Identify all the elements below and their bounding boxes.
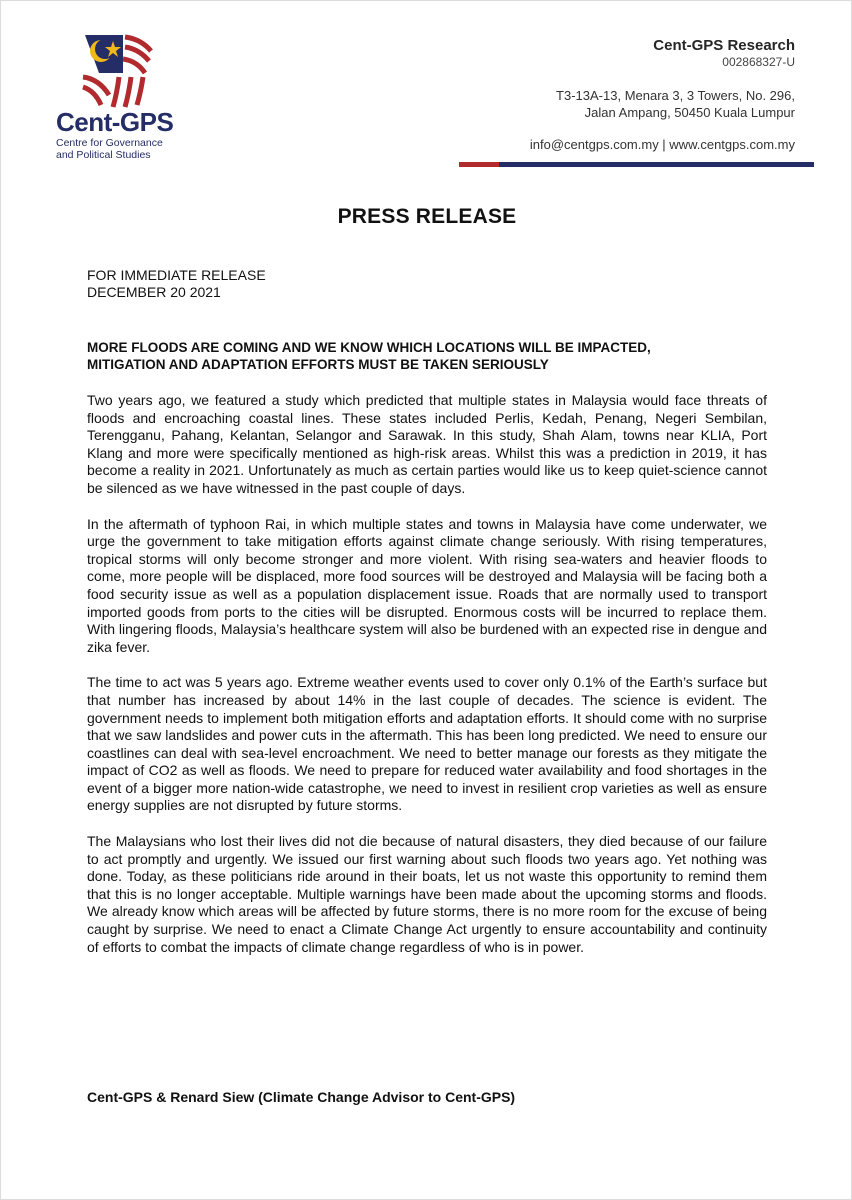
paragraph-3: The time to act was 5 years ago. Extreme weather events used to cover only 0.1% of the Earth’s surface but that number has increased by about 14% in the last couple of decades. The science is evident. The government needs to implement both mitigation efforts and adaptation efforts. It should come with no surprise that we saw landslides and power cuts in the aftermath. This has been long predicted. We need to ensure our coastlines can deal with sea-level encroachment. We need to better manage our forests as they mitigate the impact of CO2 as well as floods. We need to prepare for reduced water availability and food shortages in the event of a bigger more nation-wide catastrophe, we need to invest in resilient crop varieties as well as ensure energy supplies are not disrupted by future storms. <box>87 674 767 814</box>
logo-wordmark: Cent-GPS <box>56 107 174 137</box>
headline <box>87 339 771 373</box>
body-text <box>87 392 767 974</box>
header-rule-navy <box>499 162 814 167</box>
logo-emblem-icon <box>79 33 159 111</box>
logo-tagline <box>56 137 186 161</box>
org-registration: 002868327-U <box>722 55 795 69</box>
release-date: DECEMBER 20 2021 <box>87 284 221 300</box>
paragraph-2: In the aftermath of typhoon Rai, in which multiple states and towns in Malaysia have come underwater, we urge the government to take mitigation efforts against climate change seriously. With rising temperatures, tropical storms will only become stronger and more violent. With rising sea-waters and heavier floods to come, more people will be displaced, more food sources will be destroyed and Malaysia will be facing both a food security issue as well as a population displacement issue. Roads that are normally used to transport imported goods from ports to the cities will be disrupted. Enormous costs will be incurred to replace them. With lingering floods, Malaysia’s healthcare system will also be burdened with an expected rise in dengue and zika fever. <box>87 515 767 655</box>
org-header <box>653 37 795 69</box>
org-address <box>556 87 795 121</box>
org-address-line-2: Jalan Ampang, 50450 Kuala Lumpur <box>584 105 795 120</box>
signoff: Cent-GPS & Renard Siew (Climate Change Advisor to Cent-GPS) <box>87 1089 516 1105</box>
org-address-line-1: T3-13A-13, Menara 3, 3 Towers, No. 296, <box>556 88 795 103</box>
paragraph-1: Two years ago, we featured a study which predicted that multiple states in Malaysia would face threats of floods and encroaching coastal lines. These states included Perlis, Kedah, Penang, Negeri Sembilan, Terengganu, Pahang, Kelantan, Selangor and Sarawak. In this study, Shah Alam, towns near KLIA, Port Klang and more were specifically mentioned as high-risk areas. Whilst this was a prediction in 2019, it has become a reality in 2021. Unfortunately as much as certain parties would like us to keep quiet-science cannot be silenced as we have witnessed in the past couple of days. <box>87 392 767 496</box>
paragraph-4: The Malaysians who lost their lives did not die because of natural disasters, they died because of our failure to act promptly and urgently. We issued our first warning about such floods two years ago. Yet nothing was done. Today, as these politicians ride around in their boats, let us not waste this opportunity to remind them that this is no longer acceptable. Multiple warnings have been made about the upcoming storms and floods. We already know which areas will be affected by future storms, there is no more room for the excuse of being caught by surprise. We need to enact a Climate Change Act urgently to ensure accountability and continuity of efforts to combat the impacts of climate change regardless of who is in power. <box>87 833 767 955</box>
headline-line-2: MITIGATION AND ADAPTATION EFFORTS MUST BE TAKEN SERIOUSLY <box>87 357 549 372</box>
org-contact: info@centgps.com.my | www.centgps.com.my <box>529 137 795 152</box>
cent-gps-logo <box>51 29 181 159</box>
org-name: Cent-GPS Research <box>653 37 795 54</box>
release-info <box>87 267 266 301</box>
release-label: FOR IMMEDIATE RELEASE <box>87 267 266 283</box>
page-title: PRESS RELEASE <box>337 205 517 228</box>
logo-tagline-line-1: Centre for Governance <box>56 137 163 149</box>
logo-tagline-line-2: and Political Studies <box>56 149 151 161</box>
headline-line-1: MORE FLOODS ARE COMING AND WE KNOW WHICH LOCATIONS WILL BE IMPACTED, <box>87 340 651 355</box>
